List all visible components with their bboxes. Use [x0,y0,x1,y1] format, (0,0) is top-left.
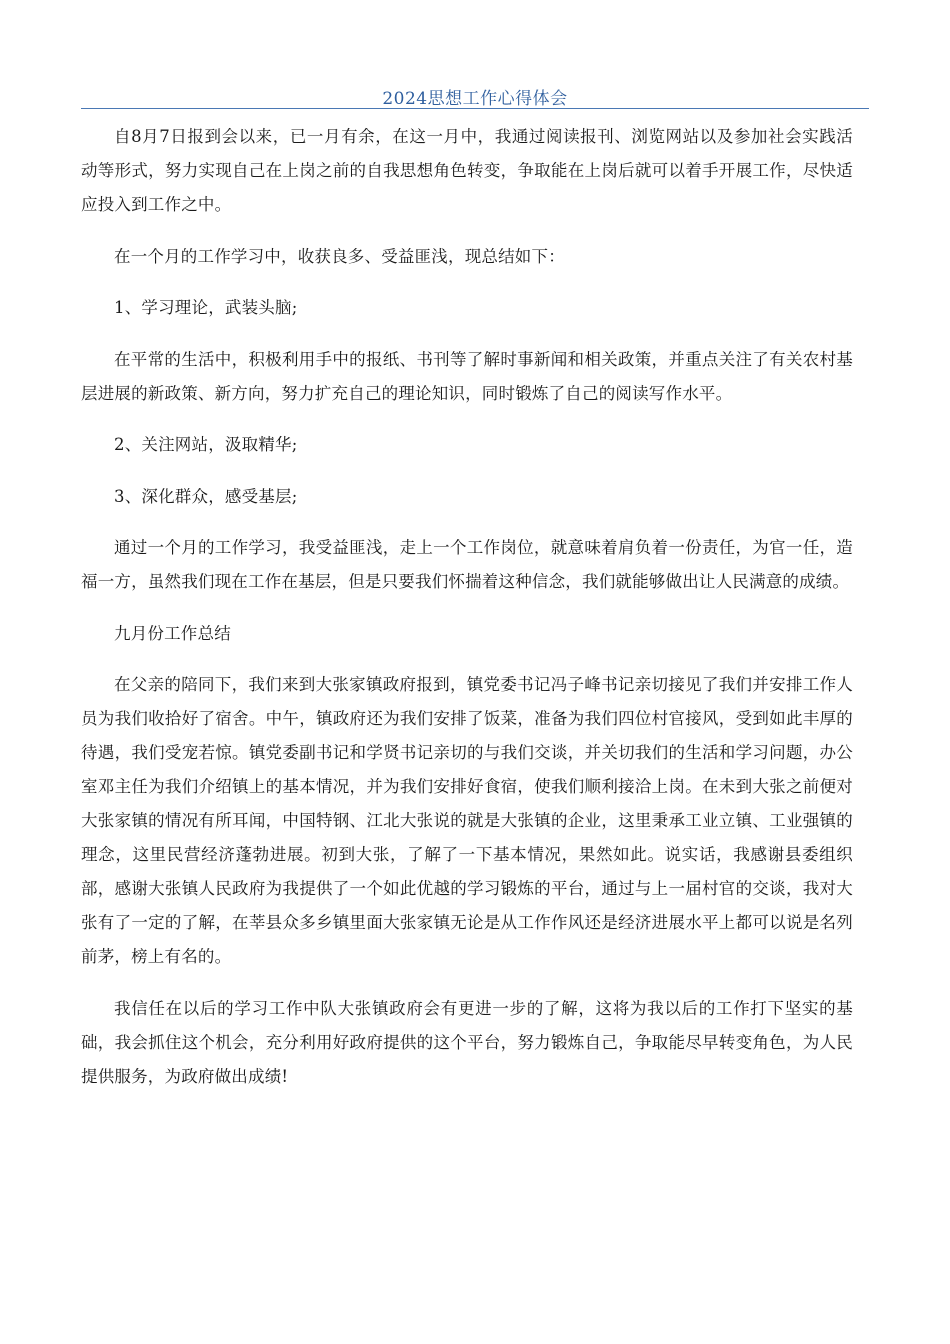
paragraph-september-report: 在父亲的陪同下，我们来到大张家镇政府报到，镇党委书记冯子峰书记亲切接见了我们并安排工作人员为我们收拾好了宿舍。中午，镇政府还为我们安排了饭菜，准备为我们四位村官接风，受到如此丰厚的待遇，我们受宠若惊。镇党委副书记和学贤书记亲切的与我们交谈，并关切我们的生活和学习问题，办公室邓主任为我们介绍镇上的基本情况，并为我们安排好食宿，使我们顺利接洽上岗。在未到大张之前便对大张家镇的情况有所耳闻，中国特钢、江北大张说的就是大张镇的企业，这里秉承工业立镇、工业强镇的理念，这里民营经济蓬勃进展。初到大张，了解了一下基本情况，果然如此。说实话，我感谢县委组织部，感谢大张镇人民政府为我提供了一个如此优越的学习锻炼的平台，通过与上一届村官的交谈，我对大张有了一定的了解，在莘县众多乡镇里面大张家镇无论是从工作作风还是经济进展水平上都可以说是名列前茅，榜上有名的。 [81,675,853,966]
section-heading-september: 九月份工作总结 [114,623,231,643]
page-title: 2024思想工作心得体会 [382,89,568,109]
paragraph-point-1: 1、学习理论，武装头脑; [114,298,298,317]
paragraph-point-3: 3、深化群众，感受基层; [114,486,298,506]
paragraph-summary-lead: 在一个月的工作学习中，收获良多、受益匪浅，现总结如下： [114,246,565,266]
paragraph-point-2: 2、关注网站，汲取精华; [114,435,298,454]
paragraph-intro: 自8月7日报到会以来，已一月有余，在这一月中，我通过阅读报刊、浏览网站以及参加社会实践活动等形式，努力实现自己在上岗之前的自我思想角色转变，争取能在上岗后就可以着手开展工作，尽快适应投入到工作之中。 [81,127,853,214]
paragraph-reflection: 通过一个月的工作学习，我受益匪浅，走上一个工作岗位，就意味着肩负着一份责任，为官一任，造福一方，虽然我们现在工作在基层，但是只要我们怀揣着这种信念，我们就能够做出让人民满意的成绩。 [81,538,853,591]
title-divider [81,108,869,109]
paragraph-conclusion: 我信任在以后的学习工作中队大张镇政府会有更进一步的了解，这将为我以后的工作打下坚实的基础，我会抓住这个机会，充分利用好政府提供的这个平台，努力锻炼自己，争取能尽早转变角色，为人民提供服务，为政府做出成绩! [81,998,853,1086]
document-body [81,120,853,1111]
paragraph-point-1-detail: 在平常的生活中，积极利用手中的报纸、书刊等了解时事新闻和相关政策，并重点关注了有关农村基层进展的新政策、新方向，努力扩充自己的理论知识，同时锻炼了自己的阅读写作水平。 [81,349,853,403]
